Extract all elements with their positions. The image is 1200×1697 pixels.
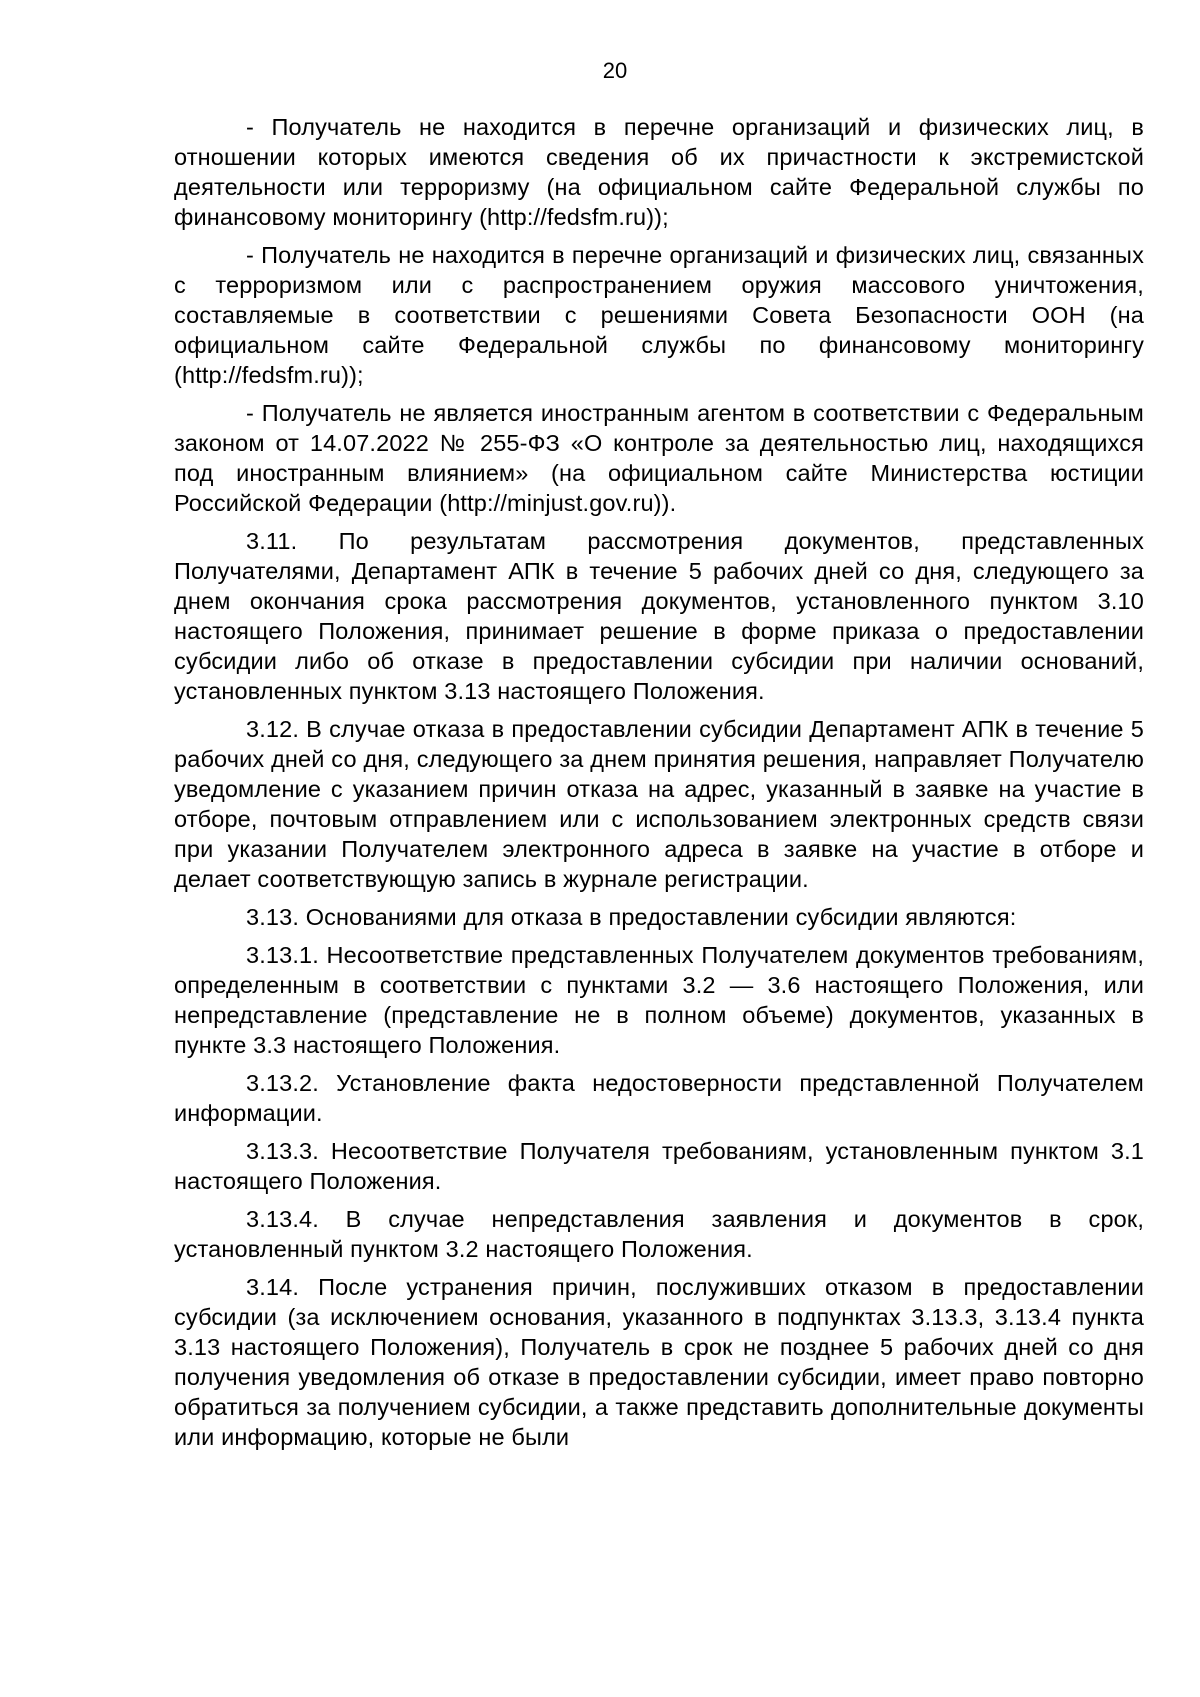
paragraph-extremism-list: - Получатель не находится в перечне организаций и физических лиц, в отношении которых имеются сведения об их причастности к экстремистской деятельности или терроризму (на официальном сайте Федеральной службы по финансовому мониторингу (http://fedsfm.ru)); — [174, 114, 1144, 230]
paragraph-3-13-3: 3.13.3. Несоответствие Получателя требованиям, установленным пунктом 3.1 настоящего Положения. — [174, 1138, 1144, 1194]
paragraph-3-13-4: 3.13.4. В случае непредставления заявления и документов в срок, установленный пунктом 3.2 настоящего Положения. — [174, 1206, 1144, 1262]
paragraph-terrorism-list: - Получатель не находится в перечне организаций и физических лиц, связанных с терроризмом или с распространением оружия массового уничтожения, составляемые в соответствии с решениями Совета Безопасности ООН (на официальном сайте Федеральной службы по финансовому мониторингу (http://fedsfm.ru)); — [174, 242, 1144, 388]
paragraph-3-12: 3.12. В случае отказа в предоставлении субсидии Департамент АПК в течение 5 рабочих дней со дня, следующего за днем принятия решения, направляет Получателю уведомление с указанием причин отказа на адрес, указанный в заявке на участие в отборе, почтовым отправлением или с использованием электронных средств связи при указании Получателем электронного адреса в заявке на участие в отборе и делает соответствующую запись в журнале регистрации. — [174, 716, 1144, 892]
page-number: 20 — [602, 58, 628, 83]
paragraph-3-11: 3.11. По результатам рассмотрения документов, представленных Получателями, Департамент АПК в течение 5 рабочих дней со дня, следующего за днем окончания срока рассмотрения документов, установленного пунктом 3.10 настоящего Положения, принимает решение в форме приказа о предоставлении субсидии либо об отказе в предоставлении субсидии при наличии оснований, установленных пунктом 3.13 настоящего Положения. — [174, 528, 1144, 704]
paragraph-3-13-1: 3.13.1. Несоответствие представленных Получателем документов требованиям, определенным в соответствии с пунктами 3.2 — 3.6 настоящего Положения, или непредставление (представление не в полном объеме) документов, указанных в пункте 3.3 настоящего Положения. — [174, 942, 1144, 1058]
paragraph-3-13-2: 3.13.2. Установление факта недостоверности представленной Получателем информации. — [174, 1070, 1144, 1126]
document-body — [174, 112, 1144, 1460]
paragraph-3-14: 3.14. После устранения причин, послуживших отказом в предоставлении субсидии (за исключением основания, указанного в подпунктах 3.13.3, 3.13.4 пункта 3.13 настоящего Положения), Получатель в срок не позднее 5 рабочих дней со дня получения уведомления об отказе в предоставлении субсидии, имеет право повторно обратиться за получением субсидии, а также представить дополнительные документы или информацию, которые не были — [174, 1274, 1144, 1450]
paragraph-3-13: 3.13. Основаниями для отказа в предоставлении субсидии являются: — [246, 904, 1017, 930]
paragraph-foreign-agent: - Получатель не является иностранным агентом в соответствии с Федеральным законом от 14.07.2022 № 255-ФЗ «О контроле за деятельностью лиц, находящихся под иностранным влиянием» (на официальном сайте Министерства юстиции Российской Федерации (http://minjust.gov.ru)). — [174, 400, 1144, 516]
